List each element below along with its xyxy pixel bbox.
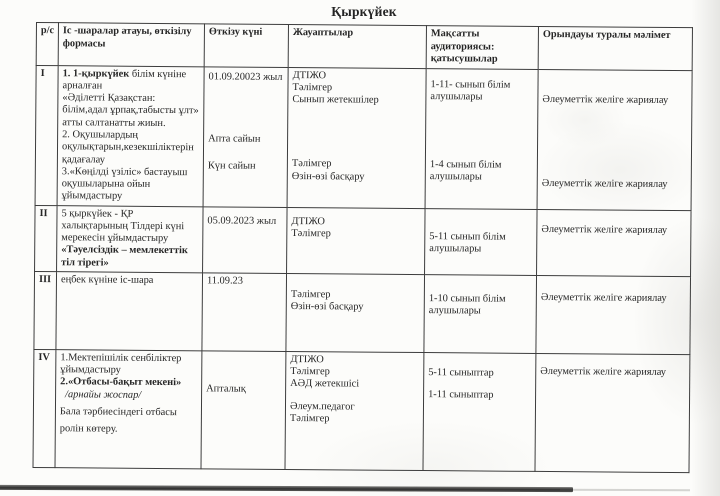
row-number: III <box>34 271 57 349</box>
column-header-audience: Мақсатты аудиториясы: қатысушылар <box>426 26 538 70</box>
column-header-responsible: Жауаптылар <box>288 24 426 68</box>
table-row <box>35 65 692 210</box>
cell-activity <box>55 350 202 469</box>
cell-activity <box>57 65 204 206</box>
report-text: Әлеуметтік желіге жариялау <box>542 93 669 106</box>
activity-text: 1.Мектепішілік сенбіліктер ұйымдастыру <box>60 352 182 376</box>
responsible-text: Тәлімгер Өзін-өзі басқару <box>290 288 364 313</box>
scan-page-edge <box>0 485 573 492</box>
column-header-date: Өткізу күні <box>204 24 288 67</box>
activity-text: 2.«Отбасы-бақыт мекені» <box>60 376 182 389</box>
column-header-activity: Іс -шаралар атауы, өткізілу формасы <box>58 23 204 67</box>
audience-text: 1-10 сынып білім алушылары <box>428 292 506 317</box>
activity-text: еңбек күніне іс-шара <box>60 274 154 286</box>
cell-report <box>535 353 690 472</box>
cell-responsible <box>287 67 426 208</box>
audience-text: 5-11 сынып білім алушылары <box>429 230 506 255</box>
cell-report <box>537 69 692 210</box>
cell-activity <box>57 205 204 272</box>
table-row <box>34 271 691 354</box>
cell-audience <box>425 208 538 275</box>
row-number: II <box>35 205 58 271</box>
header-row <box>36 23 692 71</box>
cell-date <box>201 351 286 470</box>
row-number: IV <box>33 349 56 467</box>
page-title: Қыркүйек <box>331 4 397 19</box>
report-text: Әлеуметтік желіге жариялау <box>540 365 667 378</box>
audience-text: 1-4 сынып білім алушылары <box>429 159 502 183</box>
date-text: 11.09.23 <box>206 275 243 287</box>
row-number: I <box>35 65 58 205</box>
cell-audience <box>424 274 537 353</box>
audience-text: 5-11 сыныптар <box>428 366 494 379</box>
cell-audience <box>423 352 536 471</box>
scan-page-edge-shadow <box>560 489 690 491</box>
activity-text: 5 қыркүйек - ҚР халықтарының Тілдері күні мерекесін ұйымдастыру «Тәуелсіздік – мемлекеттік тіл тірегі» <box>61 207 188 269</box>
audience-text: 1-11 сыныптар <box>428 389 494 401</box>
activity-text: /арнайы жоспар/ <box>65 388 142 401</box>
responsible-text: ДТІЖО Тәлімгер Сынып жетекшілер <box>292 69 379 106</box>
date-text: Күн сайын <box>207 160 256 172</box>
responsible-text: Тәлімгер Өзін-өзі басқару <box>291 158 365 183</box>
cell-report <box>537 209 692 277</box>
report-text: Әлеуметтік желіге жариялау <box>540 291 667 304</box>
cell-date <box>203 66 288 207</box>
cell-activity <box>56 272 203 351</box>
audience-text: 1-11- сынып білім алушылары <box>430 78 511 103</box>
activity-text: Бала тәрбиесіндегі отбасы ролін көтеру. <box>59 406 177 435</box>
date-text: Апта сайын <box>208 133 261 145</box>
cell-date <box>202 273 287 352</box>
cell-date <box>203 206 288 273</box>
cell-report <box>536 275 691 354</box>
cell-responsible <box>287 207 426 274</box>
column-header-report: Орындауы туралы мәлімет <box>538 26 692 70</box>
table-row <box>33 349 690 472</box>
date-text: 01.09.20023 жыл <box>208 70 283 83</box>
table-row <box>35 205 692 276</box>
report-text: Әлеуметтік желіге жариялау <box>541 223 668 236</box>
events-table-wrapper <box>32 22 693 473</box>
cell-responsible <box>286 273 425 352</box>
activity-text: 1. 1-қыркүйек білім күніне арналған «Әділетті Қазақстан: білім,адал ұрпақ,табысты ұлт» атты салтанатты жиын. 2. Оқушылардың оқулықтарын,кезекшіліктерін қадағалау 3.«Көңілді үзіліс» бастауыш оқушыларына ойын ұйымдастыру <box>61 67 199 202</box>
report-text: Әлеуметтік желіге жариялау <box>541 177 668 190</box>
cell-audience <box>425 68 538 209</box>
responsible-text: Әлеум.педагог Тәлімгер <box>289 400 355 425</box>
date-text: 05.09.2023 жыл <box>207 214 277 227</box>
cell-responsible <box>285 351 424 470</box>
responsible-text: ДТІЖО Тәлімгер АӘД жетекшісі <box>290 353 360 390</box>
column-header-num: р/с <box>36 23 58 66</box>
responsible-text: ДТІЖО Тәлімгер <box>291 215 331 240</box>
events-table <box>32 22 692 473</box>
date-text: Апталық <box>206 383 246 395</box>
